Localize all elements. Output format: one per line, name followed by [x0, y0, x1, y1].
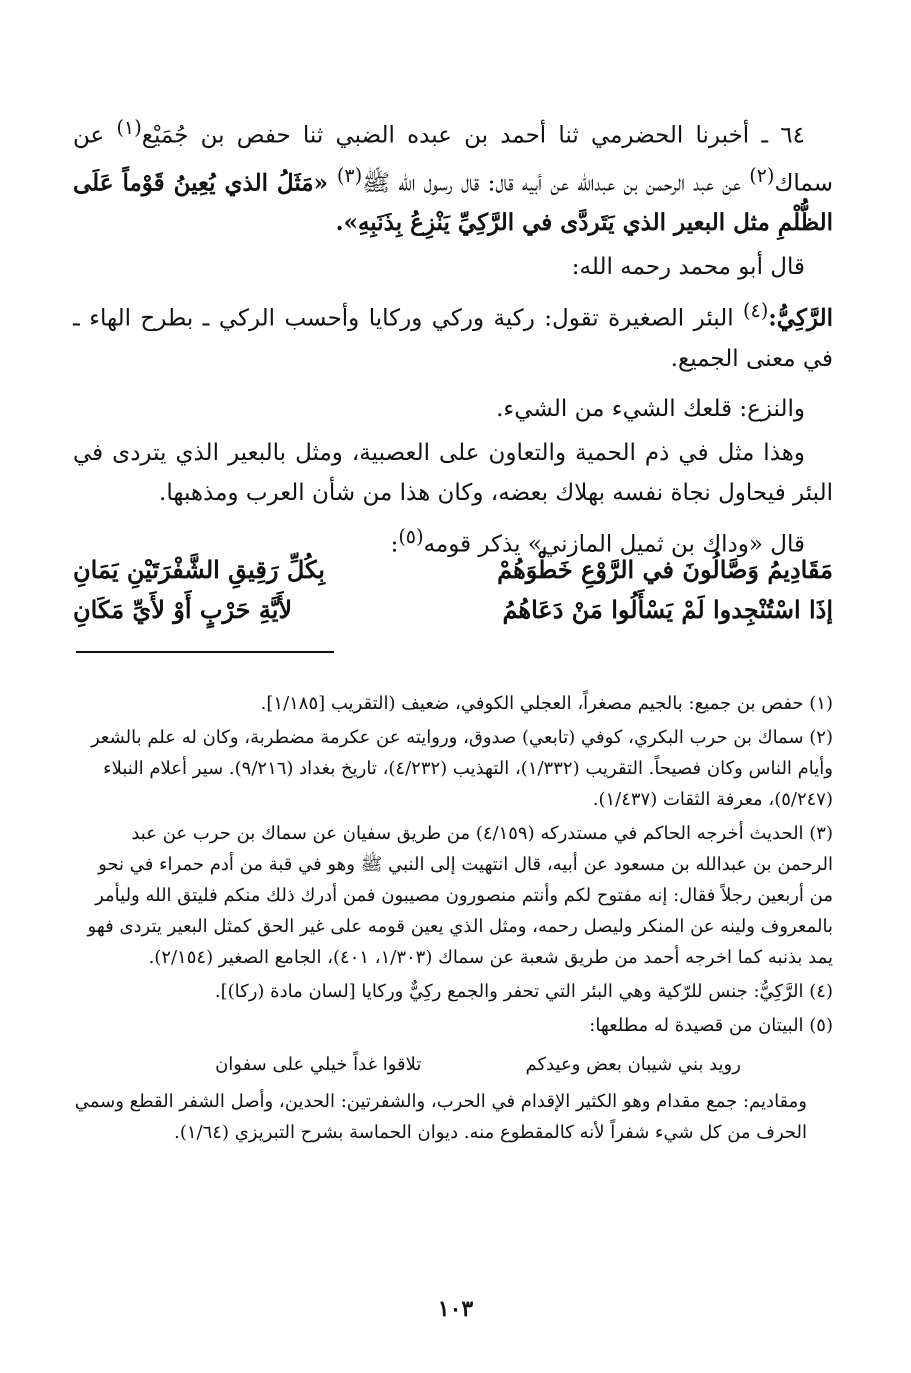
poet-intro-text: قال «وداك بن ثميل المازني» يذكر قومه [423, 531, 805, 558]
verse-1-first-hemistich: مَقَادِيمُ وَصَّالُونَ في الرَّوْعِ خَطْوَهُمْ [497, 555, 833, 584]
term-rakiy: الرَّكِيُّ: [768, 304, 833, 332]
footnote-verse [163, 1049, 793, 1080]
verse-1-second-hemistich: بِكُلِّ رَقِيقِ الشَّفْرَتَيْنِ يَمَانِ [73, 555, 325, 584]
poet-intro-colon: : [390, 531, 399, 558]
hadith-chain-cont: عن عبد الرحمن بن عبدالله عن أبيه قال: قال رسول الله ﷺ [362, 170, 750, 197]
footnotes [73, 688, 833, 1151]
main-text [73, 108, 833, 569]
footnote-marker-5: (٥) [398, 524, 424, 548]
footnote-separator [76, 651, 334, 653]
author-comment: قال أبو محمد رحمه الله: [571, 254, 805, 281]
hadith-paragraph [73, 108, 833, 243]
footnote-marker-3: (٣) [336, 163, 363, 187]
hadith-text: «مَثَلُ الذي يُعِينُ قَوْماً عَلَى الظُّلْمِ مثل البعير الذي يَتَردَّى في الرَّكِيِّ يَنْزِعُ بِذَنَبِهِ». [73, 169, 833, 237]
footnote-1: (١) حفص بن جميع: بالجيم مصغراً، العجلي الكوفي، ضعيف (التقريب [١/١٨٥]. [260, 693, 833, 714]
footnote-5-continuation: ومقاديم: جمع مقدام وهو الكثير الإقدام في الحرب، والشفرتين: الحدين، وأصل الشفر القطع وسمي الحرف من كل شيء شفراً لأنه كالمقطوع منه. ديوان الحماسة بشرح التبريزي (١/٦٤). [74, 1091, 807, 1143]
footnote-marker-4: (٤) [743, 299, 769, 323]
hadith-chain: عن سماك [73, 122, 833, 197]
verse-2-first-hemistich: إذَا اسْتُنْجِدوا لَمْ يَسْأَلُوا مَنْ دَعَاهُمُ [502, 595, 833, 624]
footnote-4: (٤) الرَّكِيُّ: جنس للرّكية وهي البئر التي تحفر والجمع ركِيٌّ وركايا [لسان مادة (ركا)]. [214, 981, 833, 1002]
footnote-5: (٥) البيتان من قصيدة له مطلعها: [589, 1015, 833, 1036]
explanation-paragraph: وهذا مثل في ذم الحمية والتعاون على العصبية، ومثل بالبعير الذي يتردى في البئر فيحاول نجاة نفسه بهلاك بعضه، وكان هذا من شأن العرب ومذهبها. [73, 439, 833, 506]
footnote-2: (٢) سماك بن حرب البكري، كوفي (تابعي) صدوق، وروايته عن عكرمة مضطربة، وكان له علم بالشعر وأيام الناس وكان فصيحاً. التقريب (١/٣٣٢)، التهذيب (٤/٢٣٢)، تاريخ بغداد (٩/٢١٦). سير أعلام النبلاء (٥/٢٤٧)، معرفة الثقات (١/٤٣٧). [90, 727, 833, 810]
verse-line-1 [73, 550, 833, 590]
footnote-verse-first: رويد بني شيبان بعض وعيدكم [525, 1054, 741, 1075]
footnote-verse-second: تلاقوا غداً خيلي على سفوان [215, 1054, 422, 1075]
footnote-marker-1: (١) [116, 116, 142, 139]
verse-2-second-hemistich: لأَيَّةِ حَرْبٍ أَوْ لأَيِّ مَكَانِ [73, 595, 293, 624]
definition-rakiy [73, 291, 833, 379]
definition-naz: والنزع: قلعك الشيء من الشيء. [496, 395, 805, 422]
definition-rakiy-text: البئر الصغيرة تقول: ركية وركي وركايا وأحسب الركي ـ بطرح الهاء ـ في معنى الجميع. [73, 305, 833, 372]
hadith-intro: ٦٤ ـ أخبرنا الحضرمي ثنا أحمد بن عبده الضبي ثنا حفص بن جُمَيْع [141, 122, 806, 149]
verse-line-2 [73, 590, 833, 630]
footnote-marker-2: (٢) [749, 163, 775, 187]
page-number: ١٠٣ [437, 1296, 474, 1322]
poem [73, 550, 833, 630]
footnote-3: (٣) الحديث أخرجه الحاكم في مستدركه (٤/١٥٩) من طريق سفيان عن سماك بن حرب عن عبد الرحمن بن عبدالله بن مسعود عن أبيه، قال انتهيت إلى النبي ﷺ وهو في قبة من أدم حمراء في نحو من أربعين رجلاً فقال: إنه مفتوح لكم وأنتم منصورون مصيبون فمن أدرك ذلك منكم فليتق الله وليأمر بالمعروف ولينه عن المنكر وليصل رحمه، ومثل الذي يعين قومه على غير الحق كمثل البعير يتردى فهو يمد بذنبه كما اخرجه أحمد من طريق شعبة عن سماك (١/٣٠٣، ٤٠١)، الجامع الصغير (٢/١٥٤). [87, 823, 833, 968]
